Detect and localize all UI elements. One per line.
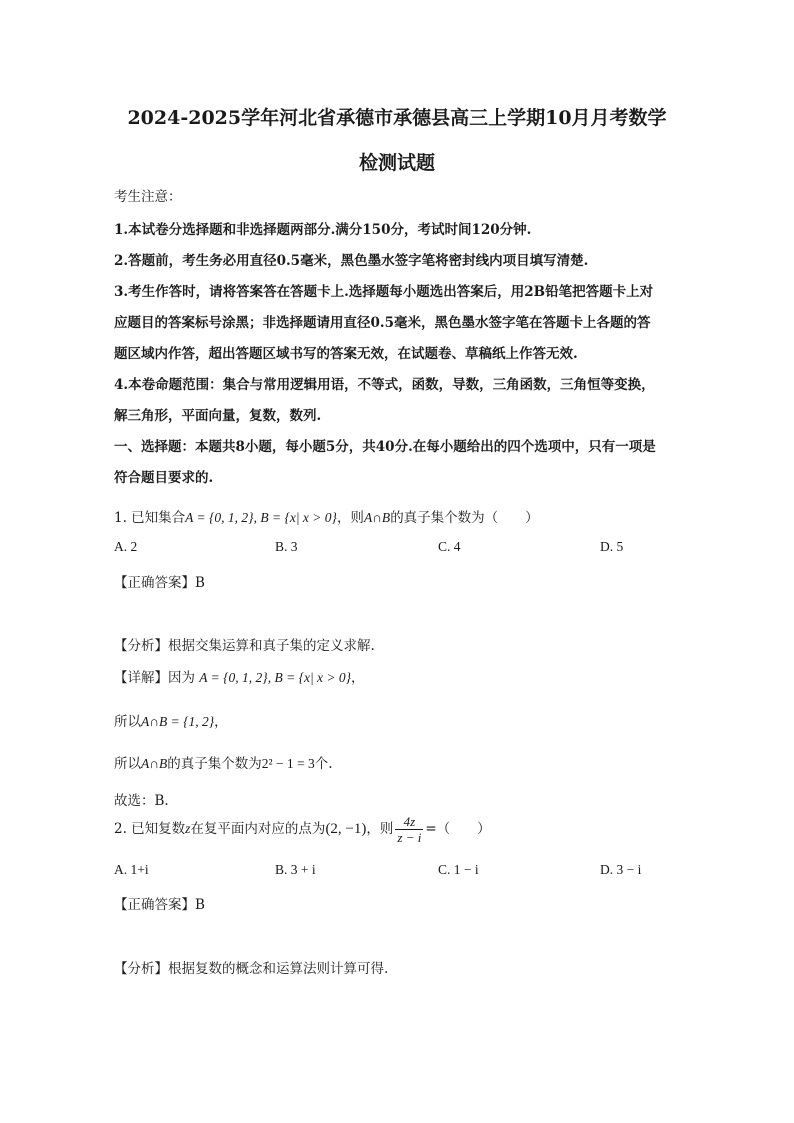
question-1-option-d: D. 5	[600, 539, 624, 554]
question-1-detail-math: A = {0, 1, 2}, B = {x| x > 0}	[199, 670, 352, 685]
title-line-1: 2024-2025学年河北省承德市承德县高三上学期10月月考数学	[127, 107, 667, 129]
title-line-2: 检测试题	[358, 152, 435, 174]
notice-item-4-line-2: 解三角形，平面向量，复数，数列.	[114, 408, 322, 424]
notice-item-1: 1.本试卷分选择题和非选择题两部分.满分150分，考试时间120分钟.	[114, 222, 532, 238]
notice-item-3-line-3: 题区域内作答，超出答题区域书写的答案无效，在试题卷、草稿纸上作答无效.	[114, 346, 578, 362]
question-1-answer: 【正确答案】B	[114, 575, 205, 591]
question-1-separator: ,	[253, 510, 261, 525]
question-1-option-a: A. 2	[114, 539, 138, 554]
notice-item-2: 2.答题前，考生务必用直径0.5毫米，黑色墨水签字笔将密封线内项目填写清楚.	[114, 253, 589, 269]
question-1-step-2-suffix: 个.	[314, 756, 333, 772]
question-1-set-a: A = {0, 1, 2}	[185, 510, 254, 525]
question-2	[114, 814, 491, 845]
question-1-suffix: 的真子集个数为（ ）	[390, 510, 539, 526]
question-1-option-c: C. 4	[438, 539, 461, 554]
question-2-option-d: D. 3 − i	[600, 862, 642, 877]
question-2-prefix: 2. 已知复数	[114, 821, 186, 837]
question-2-suffix: =（ ）	[425, 821, 491, 837]
question-1-step-2	[114, 752, 333, 772]
question-1-option-b: B. 3	[275, 539, 298, 554]
question-2-fraction-denominator: z − i	[397, 830, 422, 845]
question-2-point: (2, −1)	[325, 821, 367, 837]
question-2-option-b: B. 3 + i	[275, 862, 316, 877]
question-2-analysis: 【分析】根据复数的概念和运算法则计算可得.	[114, 961, 389, 977]
question-2-var: z	[185, 821, 191, 836]
question-2-answer: 【正确答案】B	[114, 897, 205, 913]
notice-item-3-line-2: 应题目的答案标号涂黑；非选择题请用直径0.5毫米，黑色墨水签字笔在答题卡上各题的答	[114, 315, 651, 331]
question-2-option-c: C. 1 − i	[438, 862, 479, 877]
section-header-line-1: 一、选择题：本题共8小题，每小题5分，共40分.在每小题给出的四个选项中，只有一项是	[114, 439, 656, 455]
question-1-detail-prefix: 【详解】因为	[114, 670, 195, 686]
section-header-line-2: 符合题目要求的.	[114, 470, 214, 486]
notice-item-4-line-1: 4.本卷命题范围：集合与常用逻辑用语，不等式，函数，导数，三角函数，三角恒等变换，	[114, 377, 655, 393]
question-1-step-2-mid: 的真子集个数为	[167, 756, 262, 772]
question-2-mid-2: ，则	[366, 821, 394, 837]
question-1-expr: A∩B	[363, 510, 391, 525]
question-1-detail-suffix: ，	[351, 670, 365, 686]
question-2-fraction-numerator: 4z	[395, 814, 423, 830]
question-1-step-2-prefix: 所以	[114, 756, 141, 772]
question-1-detail	[114, 666, 365, 686]
question-1-step-1	[114, 710, 228, 730]
question-2-option-a: A. 1+i	[114, 862, 149, 877]
question-1-analysis: 【分析】根据交集运算和真子集的定义求解.	[114, 638, 375, 654]
question-2-mid: 在复平面内对应的点为	[190, 821, 326, 837]
question-1-step-2-math-1: A∩B	[141, 756, 168, 771]
notice-heading: 考生注意：	[114, 189, 182, 205]
question-1-mid: ，则	[336, 510, 364, 526]
notice-item-3-line-1: 3.考生作答时，请将答案答在答题卡上.选择题每小题选出答案后，用2B铅笔把答题卡上对	[114, 284, 654, 300]
question-1-prefix: 1. 已知集合	[114, 510, 186, 526]
question-1	[114, 506, 539, 526]
question-1-set-b: B = {x| x > 0}	[260, 510, 337, 525]
question-1-choose: 故选：B.	[114, 793, 169, 809]
question-1-step-1-suffix: ，	[214, 714, 228, 730]
question-1-step-1-math: A∩B = {1, 2}	[141, 714, 215, 729]
question-1-step-2-math-2: 2² − 1 = 3	[261, 756, 315, 771]
question-2-fraction	[395, 814, 423, 845]
question-1-step-1-prefix: 所以	[114, 714, 141, 730]
